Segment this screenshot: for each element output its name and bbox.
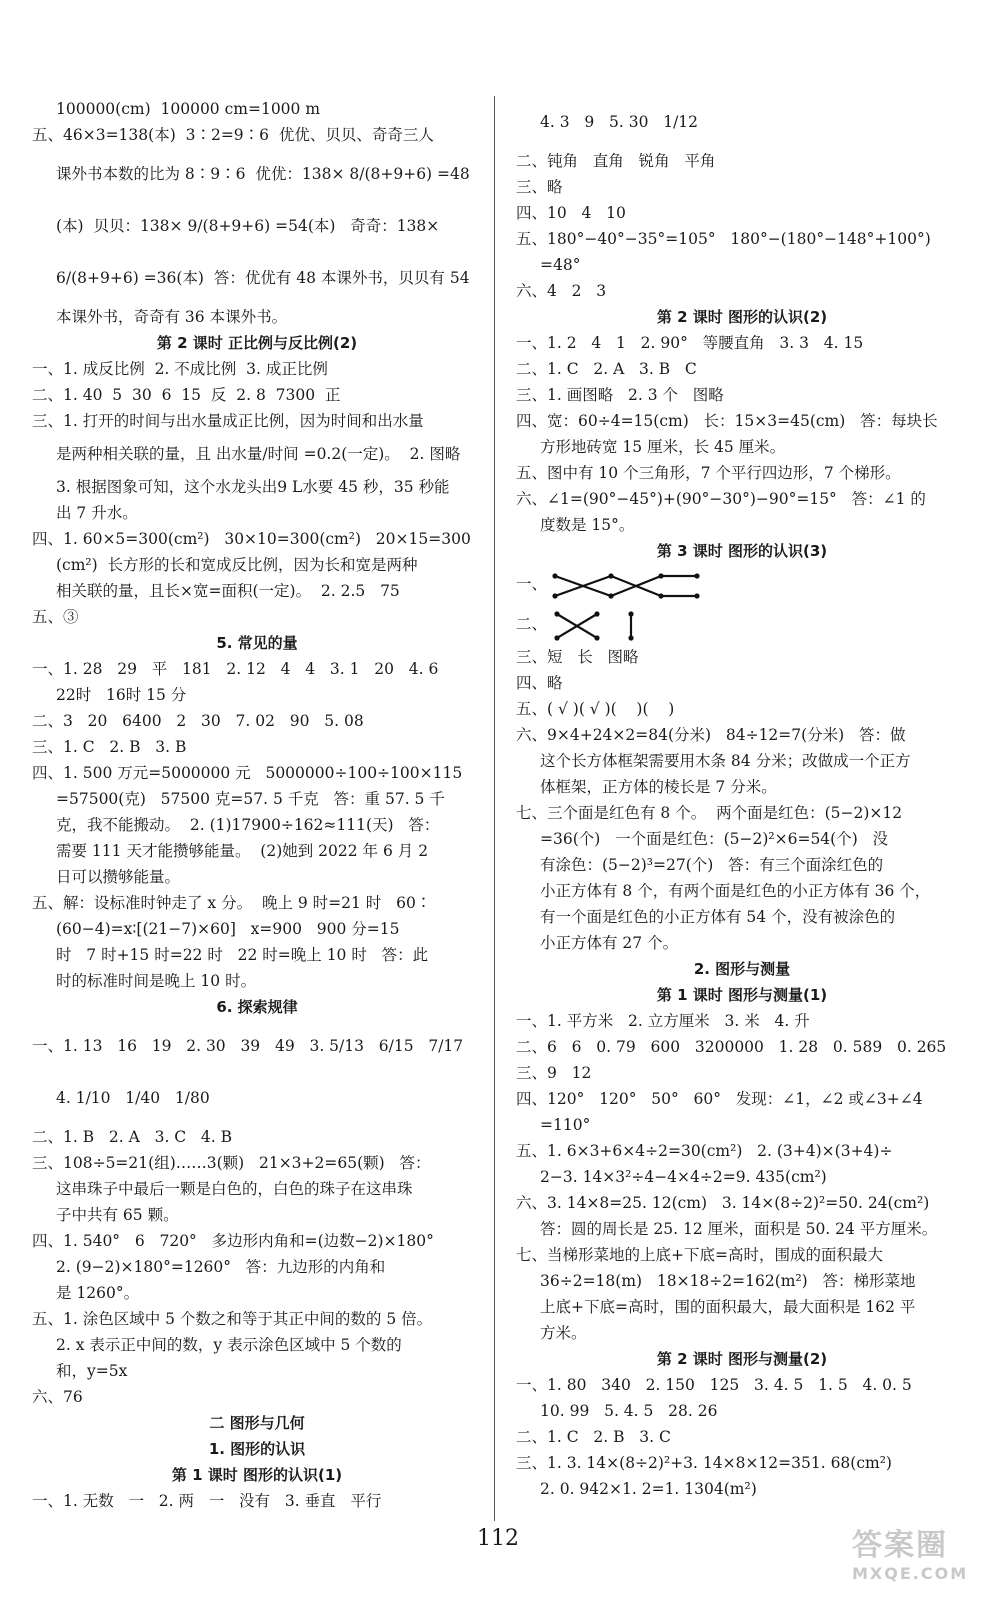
answer-line: 五、1. 涂色区域中 5 个数之和等于其正中间的数的 5 倍。 (32, 1310, 433, 1328)
answer-line-label: 一、 (516, 575, 548, 593)
column-divider (494, 96, 495, 1521)
answer-line: 七、三个面是红色有 8 个。 两个面是红色：(5−2)×12 (516, 804, 903, 822)
answer-line: 2. (9−2)×180°=1260° 答：九边形的内角和 (56, 1258, 386, 1276)
answer-line: 体框架，正方体的棱长是 7 分米。 (540, 778, 777, 796)
answer-line: 出 7 升水。 (56, 504, 138, 522)
left-column (32, 96, 482, 1514)
answer-line: 一、1. 平方米 2. 立方厘米 3. 米 4. 升 (516, 1012, 810, 1030)
answer-line: 这串珠子中最后一颗是白色的，白色的珠子在这串珠 (56, 1180, 413, 1198)
answer-line: 度数是 15°。 (540, 516, 635, 534)
answer-line: 2. x 表示正中间的数，y 表示涂色区域中 5 个数的 (56, 1336, 402, 1354)
answer-line: 方米。 (540, 1324, 587, 1342)
answer-line: 和，y=5x (56, 1362, 128, 1380)
connector-dot (594, 635, 599, 640)
answer-line: 一、1. 成反比例 2. 不成比例 3. 成正比例 (32, 360, 328, 378)
answer-line: 有一个面是红色的小正方体有 54 个，没有被涂色的 (540, 908, 896, 926)
matching-diagram-2 (551, 608, 641, 642)
section-heading: 1. 图形的认识 (208, 1440, 306, 1458)
answer-line: 一、1. 80 340 2. 150 125 3. 4. 5 1. 5 4. 0. 5 (516, 1376, 912, 1394)
answer-line: 100000(cm) 100000 cm=1000 m (56, 100, 321, 118)
answer-line: 有涂色：(5−2)³=27(个) 答：有三个面涂红色的 (540, 856, 884, 874)
section-heading: 第 1 课时 图形的认识(1) (171, 1466, 343, 1484)
answer-line: 四、120° 120° 50° 60° 发现：∠1，∠2 或∠3+∠4 (516, 1090, 923, 1108)
answer-line: 三、短 长 图略 (516, 648, 639, 666)
connector-dot (552, 573, 557, 578)
answer-line (516, 564, 968, 604)
connector-dot (554, 611, 559, 616)
answer-line: (本) 贝贝：138× 9/(8+9+6) =54(本) 奇奇：138× (56, 217, 440, 235)
answer-line: =110° (540, 1116, 591, 1134)
answer-line: 六、76 (32, 1388, 83, 1406)
answer-line: 3. 根据图象可知，这个水龙头出9 L水要 45 秒，35 秒能 (56, 478, 450, 496)
answer-line: 七、当梯形菜地的上底+下底=高时，围成的面积最大 (516, 1246, 883, 1264)
answer-line: 时的标准时间是晚上 10 时。 (56, 972, 257, 990)
answer-line: 三、108÷5=21(组)……3(颗) 21×3+2=65(颗) 答： (32, 1154, 431, 1172)
answer-line: 一、1. 无数 一 2. 两 一 没有 3. 垂直 平行 (32, 1492, 382, 1510)
answer-line: 4. 1/10 1/40 1/80 (56, 1089, 210, 1107)
answer-line: 六、4 2 3 (516, 282, 607, 300)
answer-line: 四、1. 500 万元=5000000 元 5000000÷100÷100×115 (32, 764, 463, 782)
answer-line: (cm²) 长方形的长和宽成反比例，因为长和宽是两种 (56, 556, 418, 574)
page-number: 112 (477, 1526, 519, 1551)
answer-line (516, 604, 968, 644)
answer-line: 五、1. 6×3+6×4÷2=30(cm²) 2. (3+4)×(3+4)÷ (516, 1142, 893, 1160)
answer-line: 2−3. 14×3²÷4−4×4÷2=9. 435(cm²) (540, 1168, 827, 1186)
connector-dot (694, 593, 699, 598)
answer-line: 一、1. 2 4 1 2. 90° 等腰直角 3. 3 4. 15 (516, 334, 864, 352)
answer-line: 22时 16时 15 分 (56, 686, 187, 704)
answer-line: 六、∠1=(90°−45°)+(90°−30°)−90°=15° 答：∠1 的 (516, 490, 926, 508)
answer-line: 克，我不能搬动。 2. (1)17900÷162≈111(天) 答： (56, 816, 440, 834)
answer-line: 上底+下底=高时，围的面积最大，最大面积是 162 平 (540, 1298, 916, 1316)
answer-line: 4. 3 9 5. 30 1/12 (540, 113, 699, 131)
answer-line: 五、( √ )( √ )( )( ) (516, 700, 675, 718)
connector-dot (628, 635, 633, 640)
answer-line: 二、钝角 直角 锐角 平角 (516, 152, 716, 170)
answer-line: 五、③ (32, 608, 79, 626)
answer-line: 三、1. 3. 14×(8÷2)²+3. 14×8×12=351. 68(cm²) (516, 1454, 892, 1472)
answer-line: =48° (540, 256, 581, 274)
answer-line: 二、1. 40 5 30 6 15 反 2. 8 7300 正 (32, 386, 341, 404)
section-heading: 6. 探索规律 (216, 998, 298, 1016)
answer-line: 三、1. 打开的时间与出水量成正比例，因为时间和出水量 (32, 412, 424, 430)
answer-line: 三、略 (516, 178, 563, 196)
section-heading: 二 图形与几何 (209, 1414, 305, 1432)
connector-dot (694, 573, 699, 578)
answer-line-label: 二、 (516, 615, 548, 633)
connector-dot (608, 593, 613, 598)
answer-line: 课外书本数的比为 8∶9∶6 优优：138× 8/(8+9+6) =48 (56, 165, 470, 183)
answer-line: 一、1. 13 16 19 2. 30 39 49 3. 5/13 6/15 7/17 (32, 1037, 464, 1055)
answer-line: 二、3 20 6400 2 30 7. 02 90 5. 08 (32, 712, 364, 730)
watermark-text: 答案圈 (852, 1528, 948, 1563)
connector-dot (608, 573, 613, 578)
answer-line: 三、9 12 (516, 1064, 592, 1082)
answer-line: 2. 0. 942×1. 2=1. 1304(m²) (540, 1480, 757, 1498)
answer-line: 六、3. 14×8=25. 12(cm) 3. 14×(8÷2)²=50. 24(cm²) (516, 1194, 930, 1212)
section-heading: 第 2 课时 正比例与反比例(2) (156, 334, 358, 352)
answer-line: 四、1. 540° 6 720° 多边形内角和=(边数−2)×180° (32, 1232, 434, 1250)
answer-line: 四、宽：60÷4=15(cm) 长：15×3=45(cm) 答：每块长 (516, 412, 938, 430)
answer-line: 答：圆的周长是 25. 12 厘米，面积是 50. 24 平方厘米。 (540, 1220, 938, 1238)
answer-line: 二、1. C 2. B 3. C (516, 1428, 671, 1446)
answer-line: (60−4)=x∶[(21−7)×60] x=900 900 分=15 (56, 920, 400, 938)
answer-line: 这个长方体框架需要用木条 84 分米；改做成一个正方 (540, 752, 911, 770)
connector-dot (628, 611, 633, 616)
answer-line: 四、略 (516, 674, 563, 692)
connector-dot (658, 573, 663, 578)
answer-line: 需要 111 天才能攒够能量。 (2)她到 2022 年 6 月 2 (56, 842, 429, 860)
answer-line: 方形地砖宽 15 厘米，长 45 厘米。 (540, 438, 786, 456)
connector-dot (594, 611, 599, 616)
answer-line: 五、解：设标准时钟走了 x 分。 晚上 9 时=21 时 60∶ (32, 894, 432, 912)
answer-line: 二、6 6 0. 79 600 3200000 1. 28 0. 589 0. 265 (516, 1038, 947, 1056)
connector-dot (552, 593, 557, 598)
section-heading: 第 2 课时 图形的认识(2) (656, 308, 828, 326)
answer-line: 6/(8+9+6) =36(本) 答：优优有 48 本课外书，贝贝有 54 (56, 269, 470, 287)
answer-line: 时 7 时+15 时=22 时 22 时=晚上 10 时 答：此 (56, 946, 429, 964)
watermark-url: MXQE.COM (852, 1564, 969, 1583)
answer-line: 一、1. 28 29 平 181 2. 12 4 4 3. 1 20 4. 6 (32, 660, 439, 678)
answer-line: 是 1260°。 (56, 1284, 140, 1302)
answer-line: 36÷2=18(m) 18×18÷2=162(m²) 答：梯形菜地 (540, 1272, 916, 1290)
connector-dot (658, 593, 663, 598)
answer-line: 二、1. C 2. A 3. B C (516, 360, 697, 378)
answer-line: 五、46×3=138(本) 3∶2=9∶6 优优、贝贝、奇奇三人 (32, 126, 434, 144)
answer-line: 子中共有 65 颗。 (56, 1206, 179, 1224)
answer-line: 小正方体有 27 个。 (540, 934, 679, 952)
section-heading: 2. 图形与测量 (693, 960, 791, 978)
answer-line: 日可以攒够能量。 (56, 868, 181, 886)
answer-line: 10. 99 5. 4. 5 28. 26 (540, 1402, 718, 1420)
answer-line: 四、10 4 10 (516, 204, 626, 222)
answer-line: 四、1. 60×5=300(cm²) 30×10=300(cm²) 20×15=300 (32, 530, 471, 548)
answer-line: 五、图中有 10 个三角形，7 个平行四边形，7 个梯形。 (516, 464, 901, 482)
answer-line: 六、9×4+24×2=84(分米) 84÷12=7(分米) 答：做 (516, 726, 906, 744)
section-heading: 第 1 课时 图形与测量(1) (656, 986, 828, 1004)
answer-line: 二、1. B 2. A 3. C 4. B (32, 1128, 233, 1146)
answer-line: =57500(克) 57500 克=57. 5 千克 答：重 57. 5 千 (56, 790, 445, 808)
connector-dot (554, 635, 559, 640)
answer-line: 小正方体有 8 个，有两个面是红色的小正方体有 36 个， (540, 882, 931, 900)
section-heading: 第 2 课时 图形与测量(2) (656, 1350, 828, 1368)
right-column (516, 96, 968, 1502)
answer-line: 三、1. C 2. B 3. B (32, 738, 187, 756)
matching-diagram-1 (551, 568, 701, 602)
answer-line: 相关联的量，且长×宽=面积(一定)。 2. 2.5 75 (56, 582, 400, 600)
answer-line: 三、1. 画图略 2. 3 个 图略 (516, 386, 724, 404)
answer-line: 五、180°−40°−35°=105° 180°−(180°−148°+100°) (516, 230, 931, 248)
section-heading: 5. 常见的量 (216, 634, 298, 652)
watermark-logo (852, 1520, 982, 1590)
answer-line: 本课外书，奇奇有 36 本课外书。 (56, 308, 288, 326)
section-heading: 第 3 课时 图形的认识(3) (656, 542, 828, 560)
answer-line: =36(个) 一个面是红色：(5−2)²×6=54(个) 没 (540, 830, 889, 848)
answer-line: 是两种相关联的量，且 出水量/时间 =0.2(一定)。 2. 图略 (56, 445, 461, 463)
